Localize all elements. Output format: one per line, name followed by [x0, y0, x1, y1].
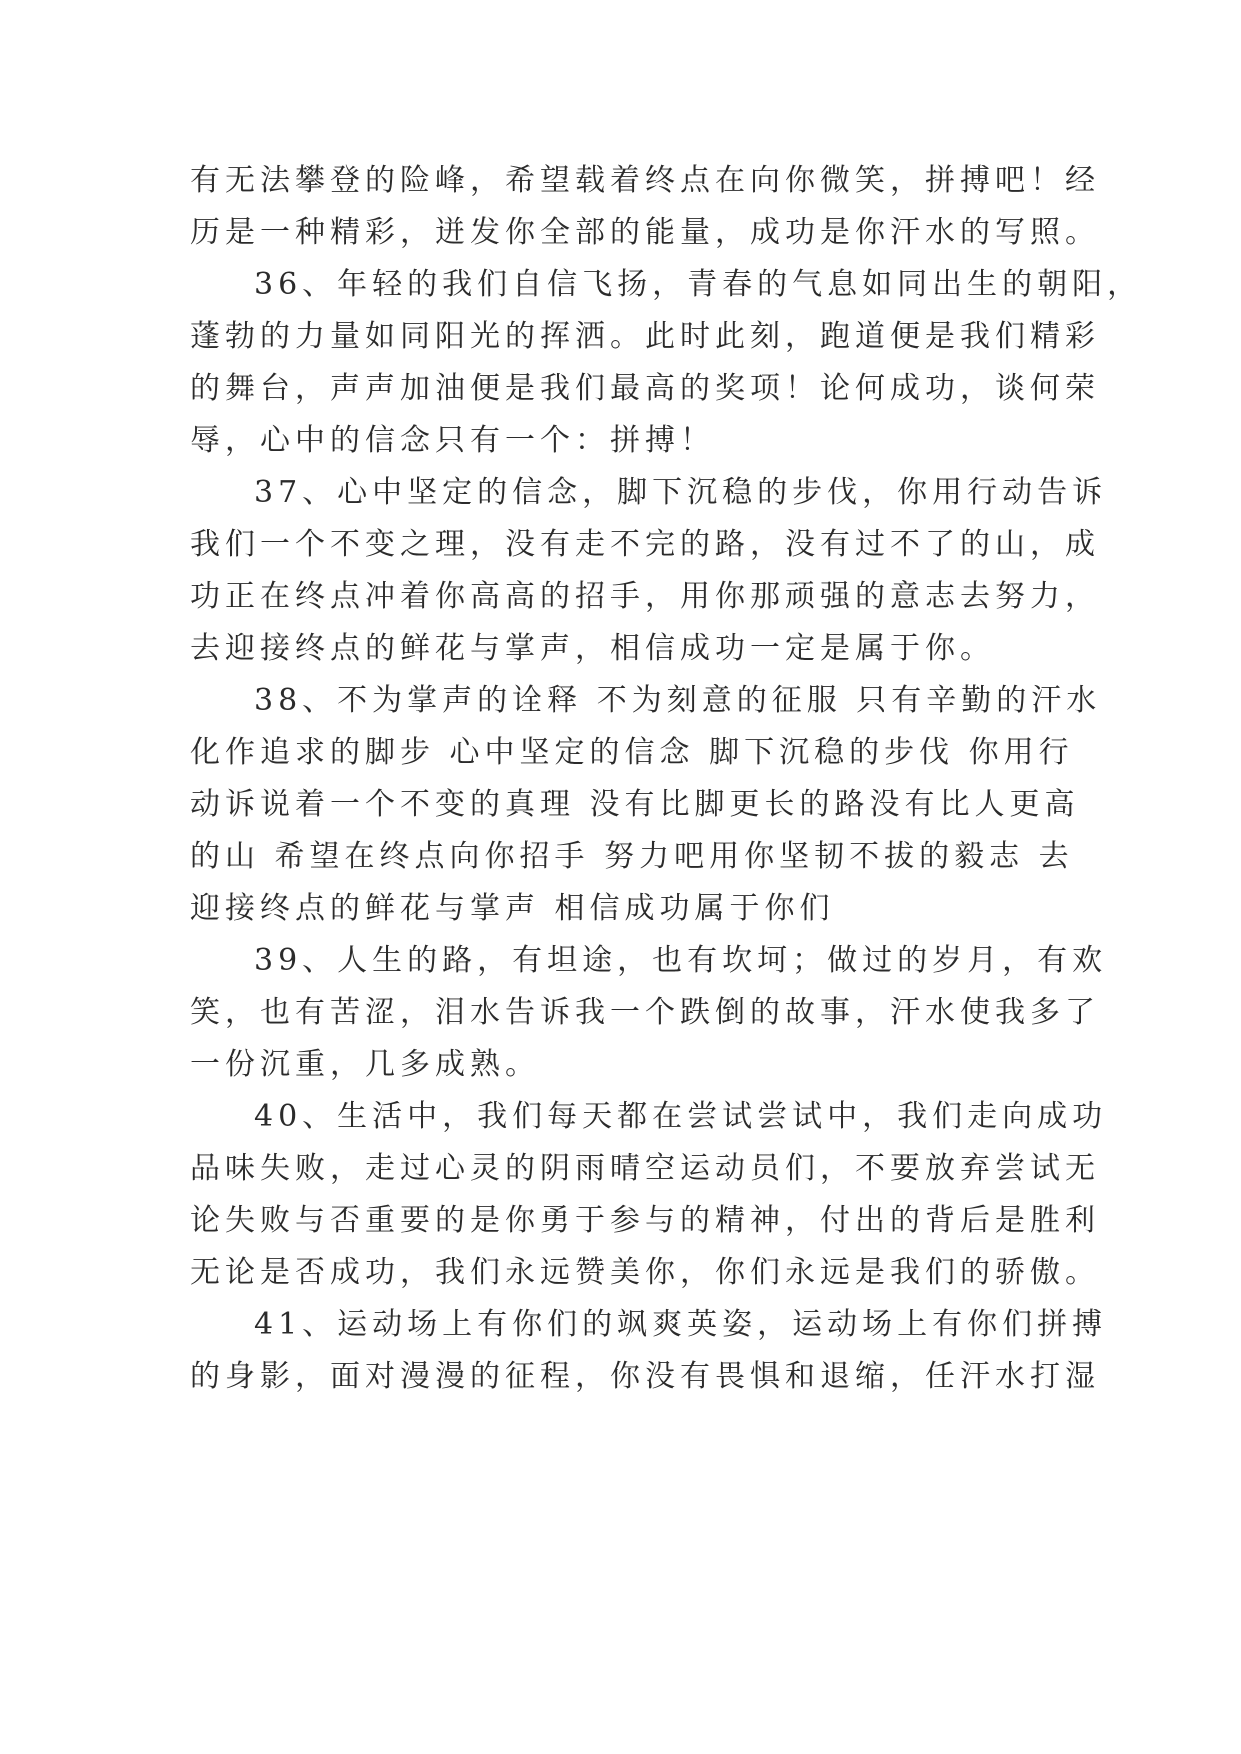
document-body — [190, 155, 1143, 1403]
text-line: 迎接终点的鲜花与掌声 相信成功属于你们 — [190, 891, 835, 926]
paragraph-continuation — [190, 155, 1100, 259]
text-line: 动诉说着一个不变的真理 没有比脚更长的路没有比人更高 — [190, 787, 1080, 822]
text-line: 我们一个不变之理，没有走不完的路，没有过不了的山，成 — [190, 527, 1100, 562]
text-line: 有无法攀登的险峰，希望载着终点在向你微笑，拼搏吧！经 — [190, 163, 1100, 198]
text-line: 39、人生的路，有坦途，也有坎坷；做过的岁月，有欢 — [254, 943, 1108, 978]
text-line: 论失败与否重要的是你勇于参与的精神，付出的背后是胜利 — [190, 1203, 1100, 1238]
text-line: 笑，也有苦涩，泪水告诉我一个跌倒的故事，汗水使我多了 — [190, 995, 1100, 1030]
text-line: 41、运动场上有你们的飒爽英姿，运动场上有你们拼搏 — [254, 1307, 1108, 1342]
paragraph-40 — [190, 1091, 1108, 1299]
paragraph-36 — [190, 259, 1143, 467]
text-line: 去迎接终点的鲜花与掌声，相信成功一定是属于你。 — [190, 631, 995, 666]
text-line: 化作追求的脚步 心中坚定的信念 脚下沉稳的步伐 你用行 — [190, 735, 1074, 770]
text-line: 无论是否成功，我们永远赞美你，你们永远是我们的骄傲。 — [190, 1255, 1100, 1290]
paragraph-39 — [190, 935, 1108, 1091]
text-line: 功正在终点冲着你高高的招手，用你那顽强的意志去努力， — [190, 579, 1100, 614]
text-line: 品味失败，走过心灵的阴雨晴空运动员们，不要放弃尝试无 — [190, 1151, 1100, 1186]
paragraph-37 — [190, 467, 1108, 675]
text-line: 一份沉重，几多成熟。 — [190, 1047, 540, 1082]
text-line: 的舞台，声声加油便是我们最高的奖项！论何成功，谈何荣 — [190, 371, 1100, 406]
text-line: 38、不为掌声的诠释 不为刻意的征服 只有辛勤的汗水 — [254, 683, 1102, 718]
text-line: 蓬勃的力量如同阳光的挥洒。此时此刻，跑道便是我们精彩 — [190, 319, 1100, 354]
paragraph-41 — [190, 1299, 1108, 1403]
text-line: 的山 希望在终点向你招手 努力吧用你坚韧不拔的毅志 去 — [190, 839, 1074, 874]
text-line: 的身影，面对漫漫的征程，你没有畏惧和退缩，任汗水打湿 — [190, 1359, 1100, 1394]
paragraph-38 — [190, 675, 1102, 935]
text-line: 37、心中坚定的信念，脚下沉稳的步伐，你用行动告诉 — [254, 475, 1108, 510]
text-line: 历是一种精彩，迸发你全部的能量，成功是你汗水的写照。 — [190, 215, 1100, 250]
text-line: 36、年轻的我们自信飞扬，青春的气息如同出生的朝阳， — [254, 267, 1143, 302]
text-line: 辱，心中的信念只有一个：拼搏！ — [190, 423, 715, 458]
text-line: 40、生活中，我们每天都在尝试尝试中，我们走向成功 — [254, 1099, 1108, 1134]
